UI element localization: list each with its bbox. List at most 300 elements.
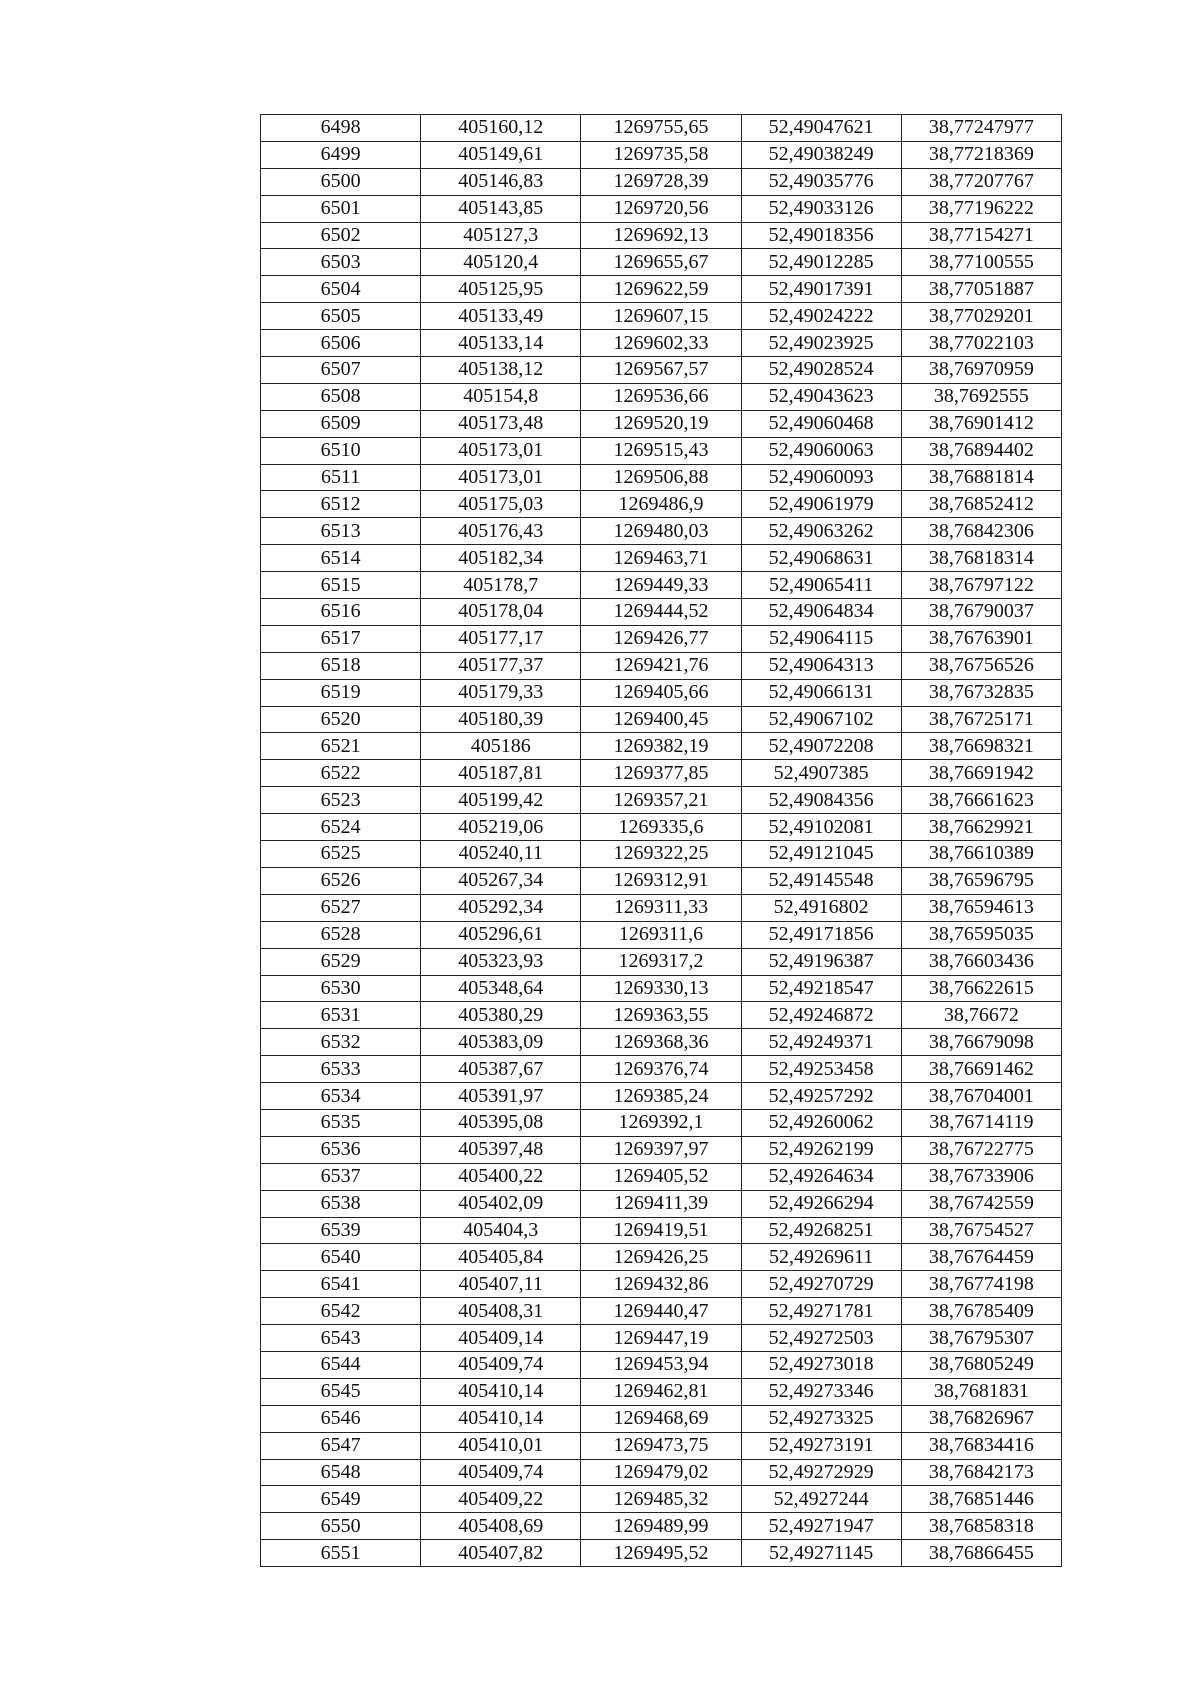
latitude-cell: 52,49218547	[741, 975, 901, 1002]
point-number-cell: 6526	[261, 867, 421, 894]
longitude-cell: 38,76901412	[901, 410, 1061, 437]
longitude-cell: 38,76704001	[901, 1083, 1061, 1110]
table-row	[261, 814, 1062, 841]
x-coordinate-cell: 405173,01	[421, 437, 581, 464]
x-coordinate-cell: 405143,85	[421, 195, 581, 222]
table-row	[261, 437, 1062, 464]
longitude-cell: 38,77051887	[901, 276, 1061, 303]
y-coordinate-cell: 1269376,74	[581, 1056, 741, 1083]
y-coordinate-cell: 1269692,13	[581, 222, 741, 249]
longitude-cell: 38,76764459	[901, 1244, 1061, 1271]
longitude-cell: 38,76595035	[901, 921, 1061, 948]
point-number-cell: 6522	[261, 760, 421, 787]
longitude-cell: 38,76742559	[901, 1190, 1061, 1217]
longitude-cell: 38,76790037	[901, 599, 1061, 626]
x-coordinate-cell: 405391,97	[421, 1083, 581, 1110]
latitude-cell: 52,49273191	[741, 1432, 901, 1459]
point-number-cell: 6534	[261, 1083, 421, 1110]
x-coordinate-cell: 405177,37	[421, 652, 581, 679]
y-coordinate-cell: 1269335,6	[581, 814, 741, 841]
table-row	[261, 383, 1062, 410]
longitude-cell: 38,76622615	[901, 975, 1061, 1002]
x-coordinate-cell: 405323,93	[421, 948, 581, 975]
table-row	[261, 599, 1062, 626]
y-coordinate-cell: 1269520,19	[581, 410, 741, 437]
y-coordinate-cell: 1269411,39	[581, 1190, 741, 1217]
latitude-cell: 52,49064834	[741, 599, 901, 626]
point-number-cell: 6502	[261, 222, 421, 249]
point-number-cell: 6520	[261, 706, 421, 733]
x-coordinate-cell: 405120,4	[421, 249, 581, 276]
latitude-cell: 52,49060468	[741, 410, 901, 437]
y-coordinate-cell: 1269515,43	[581, 437, 741, 464]
x-coordinate-cell: 405125,95	[421, 276, 581, 303]
table-row	[261, 572, 1062, 599]
x-coordinate-cell: 405127,3	[421, 222, 581, 249]
point-number-cell: 6543	[261, 1325, 421, 1352]
x-coordinate-cell: 405410,14	[421, 1405, 581, 1432]
longitude-cell: 38,76691942	[901, 760, 1061, 787]
point-number-cell: 6500	[261, 168, 421, 195]
table-row	[261, 1486, 1062, 1513]
latitude-cell: 52,49064313	[741, 652, 901, 679]
table-row	[261, 545, 1062, 572]
longitude-cell: 38,76629921	[901, 814, 1061, 841]
x-coordinate-cell: 405154,8	[421, 383, 581, 410]
y-coordinate-cell: 1269506,88	[581, 464, 741, 491]
latitude-cell: 52,49102081	[741, 814, 901, 841]
x-coordinate-cell: 405397,48	[421, 1136, 581, 1163]
point-number-cell: 6530	[261, 975, 421, 1002]
y-coordinate-cell: 1269385,24	[581, 1083, 741, 1110]
latitude-cell: 52,49268251	[741, 1217, 901, 1244]
x-coordinate-cell: 405409,22	[421, 1486, 581, 1513]
y-coordinate-cell: 1269536,66	[581, 383, 741, 410]
table-row	[261, 975, 1062, 1002]
point-number-cell: 6536	[261, 1136, 421, 1163]
table-row	[261, 625, 1062, 652]
x-coordinate-cell: 405177,17	[421, 625, 581, 652]
point-number-cell: 6550	[261, 1513, 421, 1540]
x-coordinate-cell: 405182,34	[421, 545, 581, 572]
y-coordinate-cell: 1269462,81	[581, 1378, 741, 1405]
point-number-cell: 6510	[261, 437, 421, 464]
x-coordinate-cell: 405395,08	[421, 1109, 581, 1136]
point-number-cell: 6499	[261, 141, 421, 168]
x-coordinate-cell: 405407,11	[421, 1271, 581, 1298]
latitude-cell: 52,49068631	[741, 545, 901, 572]
y-coordinate-cell: 1269432,86	[581, 1271, 741, 1298]
x-coordinate-cell: 405219,06	[421, 814, 581, 841]
table-row	[261, 115, 1062, 142]
point-number-cell: 6545	[261, 1378, 421, 1405]
latitude-cell: 52,49271145	[741, 1540, 901, 1567]
latitude-cell: 52,49262199	[741, 1136, 901, 1163]
point-number-cell: 6539	[261, 1217, 421, 1244]
table-row	[261, 303, 1062, 330]
latitude-cell: 52,49249371	[741, 1029, 901, 1056]
latitude-cell: 52,49066131	[741, 679, 901, 706]
x-coordinate-cell: 405175,03	[421, 491, 581, 518]
x-coordinate-cell: 405173,48	[421, 410, 581, 437]
y-coordinate-cell: 1269489,99	[581, 1513, 741, 1540]
y-coordinate-cell: 1269486,9	[581, 491, 741, 518]
y-coordinate-cell: 1269357,21	[581, 787, 741, 814]
x-coordinate-cell: 405383,09	[421, 1029, 581, 1056]
x-coordinate-cell: 405178,04	[421, 599, 581, 626]
x-coordinate-cell: 405407,82	[421, 1540, 581, 1567]
x-coordinate-cell: 405409,74	[421, 1459, 581, 1486]
y-coordinate-cell: 1269311,33	[581, 894, 741, 921]
point-number-cell: 6506	[261, 330, 421, 357]
latitude-cell: 52,49017391	[741, 276, 901, 303]
x-coordinate-cell: 405410,01	[421, 1432, 581, 1459]
longitude-cell: 38,76691462	[901, 1056, 1061, 1083]
y-coordinate-cell: 1269728,39	[581, 168, 741, 195]
latitude-cell: 52,4916802	[741, 894, 901, 921]
x-coordinate-cell: 405292,34	[421, 894, 581, 921]
latitude-cell: 52,49260062	[741, 1109, 901, 1136]
y-coordinate-cell: 1269735,58	[581, 141, 741, 168]
y-coordinate-cell: 1269495,52	[581, 1540, 741, 1567]
table-row	[261, 867, 1062, 894]
latitude-cell: 52,49084356	[741, 787, 901, 814]
longitude-cell: 38,7681831	[901, 1378, 1061, 1405]
y-coordinate-cell: 1269479,02	[581, 1459, 741, 1486]
latitude-cell: 52,49246872	[741, 1002, 901, 1029]
point-number-cell: 6518	[261, 652, 421, 679]
latitude-cell: 52,4927244	[741, 1486, 901, 1513]
table-row	[261, 195, 1062, 222]
x-coordinate-cell: 405146,83	[421, 168, 581, 195]
point-number-cell: 6523	[261, 787, 421, 814]
x-coordinate-cell: 405176,43	[421, 518, 581, 545]
latitude-cell: 52,49063262	[741, 518, 901, 545]
point-number-cell: 6513	[261, 518, 421, 545]
latitude-cell: 52,49072208	[741, 733, 901, 760]
point-number-cell: 6529	[261, 948, 421, 975]
longitude-cell: 38,77100555	[901, 249, 1061, 276]
x-coordinate-cell: 405173,01	[421, 464, 581, 491]
table-row	[261, 1298, 1062, 1325]
point-number-cell: 6546	[261, 1405, 421, 1432]
latitude-cell: 52,49018356	[741, 222, 901, 249]
point-number-cell: 6501	[261, 195, 421, 222]
y-coordinate-cell: 1269317,2	[581, 948, 741, 975]
y-coordinate-cell: 1269368,36	[581, 1029, 741, 1056]
point-number-cell: 6549	[261, 1486, 421, 1513]
latitude-cell: 52,49271947	[741, 1513, 901, 1540]
point-number-cell: 6511	[261, 464, 421, 491]
longitude-cell: 38,76698321	[901, 733, 1061, 760]
latitude-cell: 52,4907385	[741, 760, 901, 787]
x-coordinate-cell: 405408,69	[421, 1513, 581, 1540]
table-row	[261, 948, 1062, 975]
table-row	[261, 894, 1062, 921]
y-coordinate-cell: 1269480,03	[581, 518, 741, 545]
longitude-cell: 38,76970959	[901, 357, 1061, 384]
y-coordinate-cell: 1269419,51	[581, 1217, 741, 1244]
longitude-cell: 38,77154271	[901, 222, 1061, 249]
table-row	[261, 410, 1062, 437]
latitude-cell: 52,49270729	[741, 1271, 901, 1298]
table-row	[261, 921, 1062, 948]
table-row	[261, 652, 1062, 679]
longitude-cell: 38,76797122	[901, 572, 1061, 599]
point-number-cell: 6515	[261, 572, 421, 599]
x-coordinate-cell: 405149,61	[421, 141, 581, 168]
table-row	[261, 1540, 1062, 1567]
latitude-cell: 52,49035776	[741, 168, 901, 195]
longitude-cell: 38,77022103	[901, 330, 1061, 357]
x-coordinate-cell: 405138,12	[421, 357, 581, 384]
longitude-cell: 38,76774198	[901, 1271, 1061, 1298]
y-coordinate-cell: 1269426,77	[581, 625, 741, 652]
table-row	[261, 330, 1062, 357]
y-coordinate-cell: 1269377,85	[581, 760, 741, 787]
y-coordinate-cell: 1269382,19	[581, 733, 741, 760]
y-coordinate-cell: 1269405,66	[581, 679, 741, 706]
table-row	[261, 1459, 1062, 1486]
point-number-cell: 6547	[261, 1432, 421, 1459]
table-row	[261, 1351, 1062, 1378]
table-row	[261, 141, 1062, 168]
y-coordinate-cell: 1269426,25	[581, 1244, 741, 1271]
latitude-cell: 52,49065411	[741, 572, 901, 599]
table-row	[261, 357, 1062, 384]
table-row	[261, 1109, 1062, 1136]
x-coordinate-cell: 405240,11	[421, 841, 581, 868]
x-coordinate-cell: 405179,33	[421, 679, 581, 706]
y-coordinate-cell: 1269449,33	[581, 572, 741, 599]
longitude-cell: 38,76858318	[901, 1513, 1061, 1540]
table-row	[261, 1217, 1062, 1244]
table-row	[261, 491, 1062, 518]
longitude-cell: 38,76603436	[901, 948, 1061, 975]
table-row	[261, 1029, 1062, 1056]
point-number-cell: 6517	[261, 625, 421, 652]
point-number-cell: 6537	[261, 1163, 421, 1190]
table-row	[261, 787, 1062, 814]
longitude-cell: 38,76763901	[901, 625, 1061, 652]
point-number-cell: 6498	[261, 115, 421, 142]
point-number-cell: 6533	[261, 1056, 421, 1083]
table-row	[261, 1083, 1062, 1110]
y-coordinate-cell: 1269447,19	[581, 1325, 741, 1352]
point-number-cell: 6535	[261, 1109, 421, 1136]
y-coordinate-cell: 1269468,69	[581, 1405, 741, 1432]
x-coordinate-cell: 405409,74	[421, 1351, 581, 1378]
table-row	[261, 1056, 1062, 1083]
y-coordinate-cell: 1269330,13	[581, 975, 741, 1002]
y-coordinate-cell: 1269720,56	[581, 195, 741, 222]
table-row	[261, 1136, 1062, 1163]
table-row	[261, 706, 1062, 733]
y-coordinate-cell: 1269392,1	[581, 1109, 741, 1136]
y-coordinate-cell: 1269405,52	[581, 1163, 741, 1190]
y-coordinate-cell: 1269400,45	[581, 706, 741, 733]
longitude-cell: 38,77218369	[901, 141, 1061, 168]
y-coordinate-cell: 1269655,67	[581, 249, 741, 276]
x-coordinate-cell: 405387,67	[421, 1056, 581, 1083]
longitude-cell: 38,76894402	[901, 437, 1061, 464]
x-coordinate-cell: 405187,81	[421, 760, 581, 787]
table-row	[261, 518, 1062, 545]
latitude-cell: 52,49145548	[741, 867, 901, 894]
y-coordinate-cell: 1269311,6	[581, 921, 741, 948]
y-coordinate-cell: 1269444,52	[581, 599, 741, 626]
latitude-cell: 52,49269611	[741, 1244, 901, 1271]
table-row	[261, 249, 1062, 276]
latitude-cell: 52,49272929	[741, 1459, 901, 1486]
y-coordinate-cell: 1269421,76	[581, 652, 741, 679]
table-row	[261, 841, 1062, 868]
point-number-cell: 6532	[261, 1029, 421, 1056]
x-coordinate-cell: 405186	[421, 733, 581, 760]
y-coordinate-cell: 1269463,71	[581, 545, 741, 572]
latitude-cell: 52,49024222	[741, 303, 901, 330]
point-number-cell: 6528	[261, 921, 421, 948]
longitude-cell: 38,76596795	[901, 867, 1061, 894]
x-coordinate-cell: 405296,61	[421, 921, 581, 948]
latitude-cell: 52,49067102	[741, 706, 901, 733]
table-row	[261, 1432, 1062, 1459]
x-coordinate-cell: 405178,7	[421, 572, 581, 599]
latitude-cell: 52,49060063	[741, 437, 901, 464]
point-number-cell: 6538	[261, 1190, 421, 1217]
latitude-cell: 52,49273325	[741, 1405, 901, 1432]
longitude-cell: 38,76842306	[901, 518, 1061, 545]
latitude-cell: 52,49257292	[741, 1083, 901, 1110]
point-number-cell: 6544	[261, 1351, 421, 1378]
latitude-cell: 52,49023925	[741, 330, 901, 357]
longitude-cell: 38,76714119	[901, 1109, 1061, 1136]
longitude-cell: 38,76842173	[901, 1459, 1061, 1486]
latitude-cell: 52,49047621	[741, 115, 901, 142]
point-number-cell: 6505	[261, 303, 421, 330]
y-coordinate-cell: 1269312,91	[581, 867, 741, 894]
x-coordinate-cell: 405348,64	[421, 975, 581, 1002]
table-row	[261, 1002, 1062, 1029]
longitude-cell: 38,76834416	[901, 1432, 1061, 1459]
point-number-cell: 6548	[261, 1459, 421, 1486]
x-coordinate-cell: 405404,3	[421, 1217, 581, 1244]
table-row	[261, 276, 1062, 303]
x-coordinate-cell: 405180,39	[421, 706, 581, 733]
latitude-cell: 52,49060093	[741, 464, 901, 491]
point-number-cell: 6509	[261, 410, 421, 437]
longitude-cell: 38,7692555	[901, 383, 1061, 410]
longitude-cell: 38,76851446	[901, 1486, 1061, 1513]
point-number-cell: 6507	[261, 357, 421, 384]
table-row	[261, 1163, 1062, 1190]
x-coordinate-cell: 405408,31	[421, 1298, 581, 1325]
longitude-cell: 38,77196222	[901, 195, 1061, 222]
latitude-cell: 52,49171856	[741, 921, 901, 948]
latitude-cell: 52,49253458	[741, 1056, 901, 1083]
x-coordinate-cell: 405400,22	[421, 1163, 581, 1190]
longitude-cell: 38,76818314	[901, 545, 1061, 572]
point-number-cell: 6512	[261, 491, 421, 518]
longitude-cell: 38,76785409	[901, 1298, 1061, 1325]
latitude-cell: 52,49033126	[741, 195, 901, 222]
point-number-cell: 6504	[261, 276, 421, 303]
table-row	[261, 222, 1062, 249]
x-coordinate-cell: 405405,84	[421, 1244, 581, 1271]
y-coordinate-cell: 1269485,32	[581, 1486, 741, 1513]
longitude-cell: 38,76754527	[901, 1217, 1061, 1244]
longitude-cell: 38,76881814	[901, 464, 1061, 491]
longitude-cell: 38,76679098	[901, 1029, 1061, 1056]
longitude-cell: 38,76805249	[901, 1351, 1061, 1378]
latitude-cell: 52,49271781	[741, 1298, 901, 1325]
y-coordinate-cell: 1269755,65	[581, 115, 741, 142]
longitude-cell: 38,76733906	[901, 1163, 1061, 1190]
point-number-cell: 6527	[261, 894, 421, 921]
latitude-cell: 52,49121045	[741, 841, 901, 868]
point-number-cell: 6524	[261, 814, 421, 841]
x-coordinate-cell: 405410,14	[421, 1378, 581, 1405]
latitude-cell: 52,49043623	[741, 383, 901, 410]
longitude-cell: 38,76866455	[901, 1540, 1061, 1567]
longitude-cell: 38,76732835	[901, 679, 1061, 706]
point-number-cell: 6516	[261, 599, 421, 626]
latitude-cell: 52,49064115	[741, 625, 901, 652]
latitude-cell: 52,49061979	[741, 491, 901, 518]
latitude-cell: 52,49273018	[741, 1351, 901, 1378]
latitude-cell: 52,49266294	[741, 1190, 901, 1217]
table-row	[261, 1378, 1062, 1405]
y-coordinate-cell: 1269453,94	[581, 1351, 741, 1378]
point-number-cell: 6525	[261, 841, 421, 868]
y-coordinate-cell: 1269567,57	[581, 357, 741, 384]
latitude-cell: 52,49264634	[741, 1163, 901, 1190]
point-number-cell: 6519	[261, 679, 421, 706]
coordinates-table	[260, 114, 1062, 1567]
longitude-cell: 38,76610389	[901, 841, 1061, 868]
point-number-cell: 6541	[261, 1271, 421, 1298]
longitude-cell: 38,76661623	[901, 787, 1061, 814]
x-coordinate-cell: 405409,14	[421, 1325, 581, 1352]
coordinates-table-body	[261, 115, 1062, 1567]
x-coordinate-cell: 405402,09	[421, 1190, 581, 1217]
longitude-cell: 38,76795307	[901, 1325, 1061, 1352]
point-number-cell: 6503	[261, 249, 421, 276]
latitude-cell: 52,49273346	[741, 1378, 901, 1405]
y-coordinate-cell: 1269622,59	[581, 276, 741, 303]
y-coordinate-cell: 1269363,55	[581, 1002, 741, 1029]
point-number-cell: 6521	[261, 733, 421, 760]
table-row	[261, 1513, 1062, 1540]
point-number-cell: 6531	[261, 1002, 421, 1029]
longitude-cell: 38,76826967	[901, 1405, 1061, 1432]
x-coordinate-cell: 405133,14	[421, 330, 581, 357]
point-number-cell: 6508	[261, 383, 421, 410]
x-coordinate-cell: 405160,12	[421, 115, 581, 142]
x-coordinate-cell: 405199,42	[421, 787, 581, 814]
longitude-cell: 38,76594613	[901, 894, 1061, 921]
y-coordinate-cell: 1269607,15	[581, 303, 741, 330]
point-number-cell: 6514	[261, 545, 421, 572]
table-row	[261, 464, 1062, 491]
table-row	[261, 733, 1062, 760]
longitude-cell: 38,76852412	[901, 491, 1061, 518]
longitude-cell: 38,77207767	[901, 168, 1061, 195]
y-coordinate-cell: 1269440,47	[581, 1298, 741, 1325]
point-number-cell: 6542	[261, 1298, 421, 1325]
longitude-cell: 38,76756526	[901, 652, 1061, 679]
table-row	[261, 1190, 1062, 1217]
